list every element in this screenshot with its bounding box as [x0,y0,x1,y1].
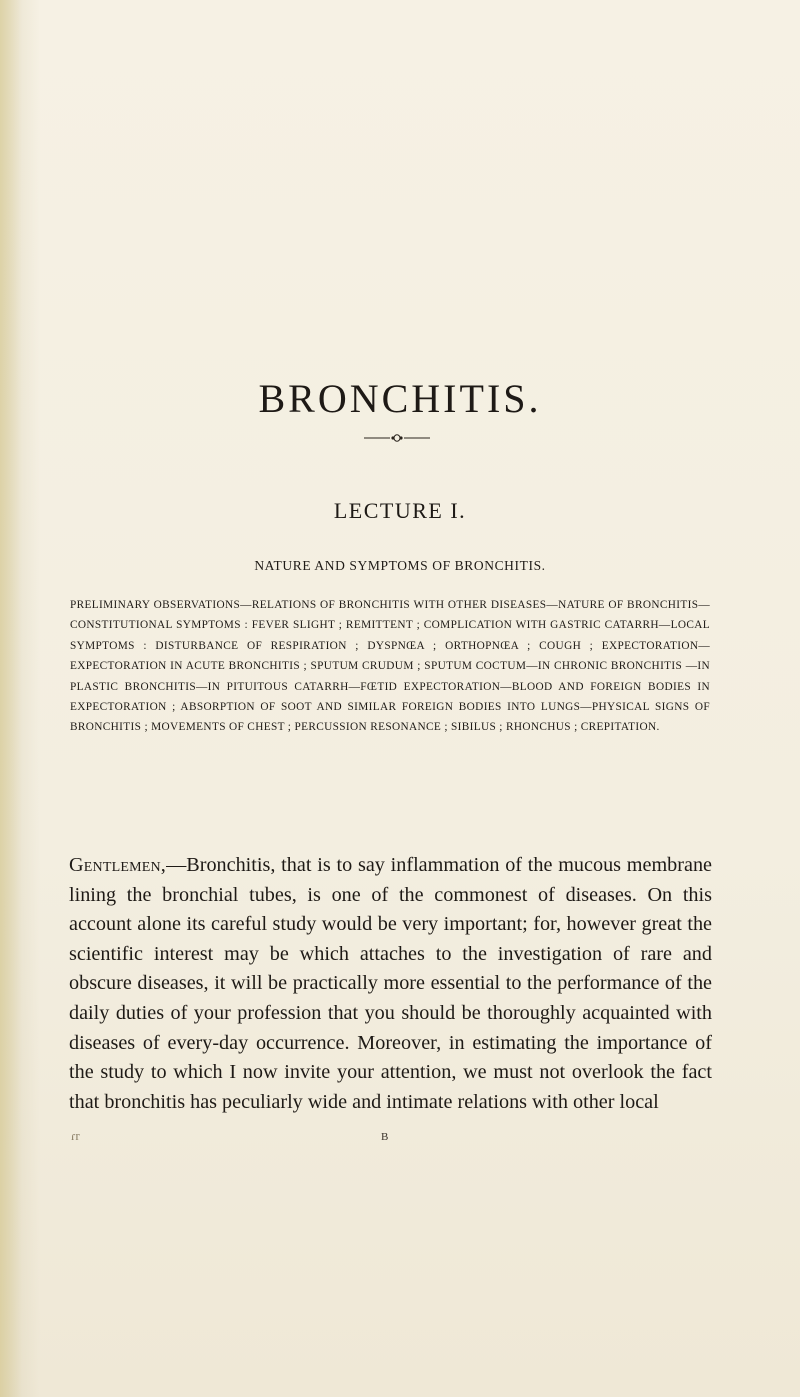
lecture-subtitle: NATURE AND SYMPTOMS OF BRONCHITIS. [254,558,546,573]
body-text: —Bronchitis, that is to say inflammation of the mucous membrane lining the bronchial tubes, is one of the commonest of diseases. On this account alone its careful study would be very important; for, however great the scientific interest may be which attaches to the investigation of rare and obscure diseases, it will be practically more essential to the performance of the daily duties of your profession that you should be thoroughly acquainted with diseases of every-day occurrence. Moreover, in estimating the importance of the study to which I now invite your attention, we must not overlook the fact that bronchitis has peculiarly wide and intimate relations with other local [69,854,712,1113]
signature-mark: B [381,1131,389,1143]
stray-mark: ɾr [71,1128,80,1143]
body-paragraph [69,851,712,1117]
lecture-synopsis: PRELIMINARY OBSERVATIONS—RELATIONS OF BRONCHITIS WITH OTHER DISEASES—NATURE OF BRONCHITIS—CONSTITUTIONAL SYMPTOMS : FEVER SLIGHT ; REMITTENT ; COMPLICATION WITH GASTRIC CATARRH—LOCAL SYMPTOMS : DISTURBANCE OF RESPIRATION ; DYSPNŒA ; ORTHOPNŒA ; COUGH ; EXPECTORATION—EXPECTORATION IN ACUTE BRONCHITIS ; SPUTUM CRUDUM ; SPUTUM COCTUM—IN CHRONIC BRONCHITIS —IN PLASTIC BRONCHITIS—IN PITUITOUS CATARRH—FŒTID EXPECTORATION—BLOOD AND FOREIGN BODIES IN EXPECTORATION ; ABSORPTION OF SOOT AND SIMILAR FOREIGN BODIES INTO LUNGS—PHYSICAL SIGNS OF BRONCHITIS ; MOVEMENTS OF CHEST ; PERCUSSION RESONANCE ; SIBILUS ; RHONCHUS ; CREPITATION. [70,599,710,734]
chapter-title: BRONCHITIS. [258,376,542,421]
lecture-title: LECTURE I. [333,498,467,523]
ornament-rule [364,433,430,443]
opening-word: Gentlemen, [69,854,167,876]
spine-shadow [0,0,22,1397]
